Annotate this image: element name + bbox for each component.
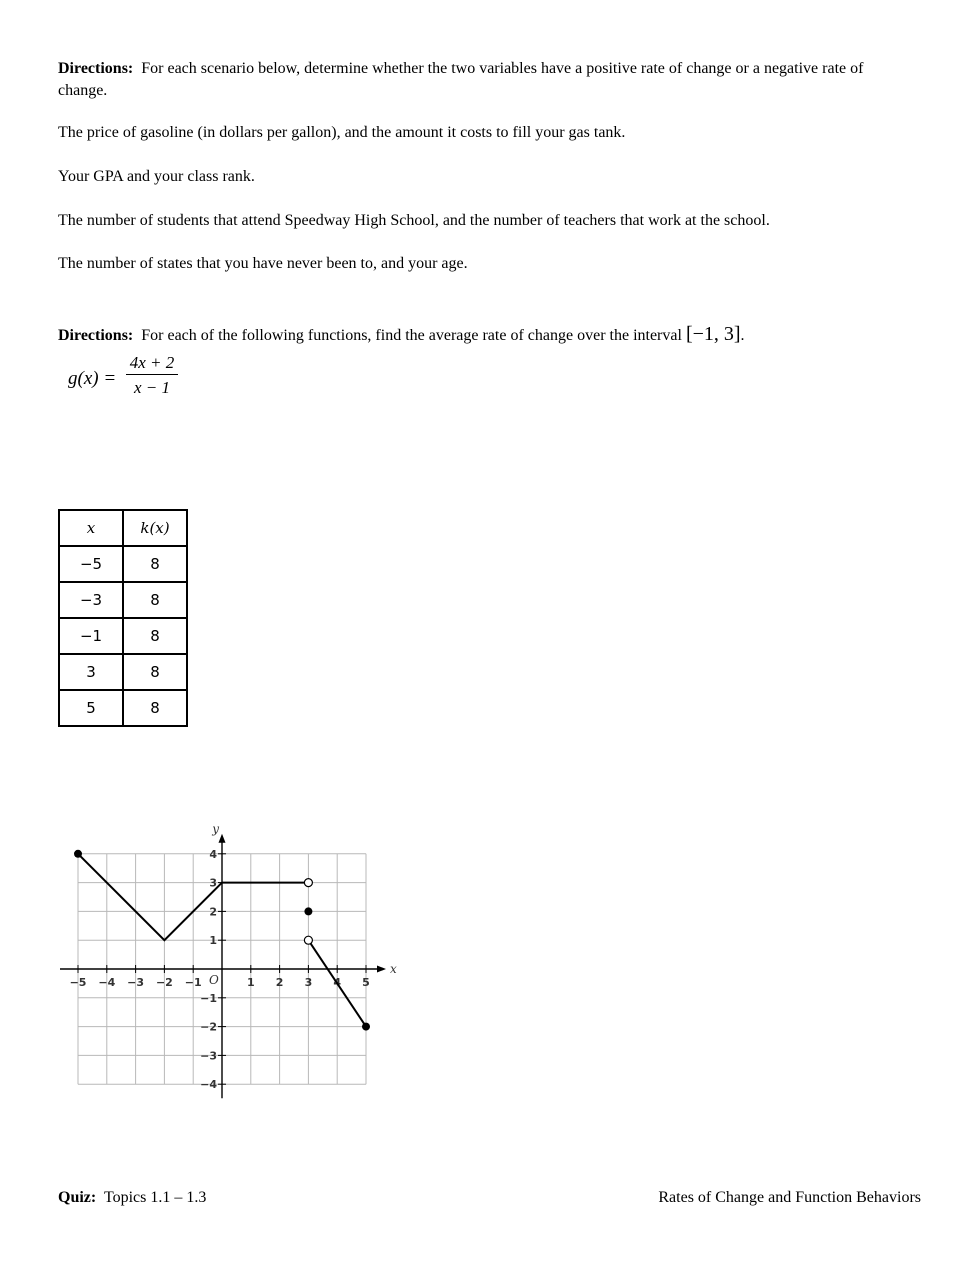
quiz-label: Quiz: bbox=[58, 1189, 97, 1206]
table-header-row bbox=[59, 510, 187, 546]
function-lhs: g(x) = bbox=[68, 368, 117, 389]
open-point bbox=[304, 936, 312, 944]
table-cell: 8 bbox=[123, 654, 187, 690]
y-tick-label: −2 bbox=[200, 1020, 217, 1034]
x-axis-label: x bbox=[390, 962, 397, 976]
x-tick-label: −2 bbox=[155, 976, 173, 989]
scenario-2: Your GPA and your class rank. bbox=[58, 168, 255, 185]
table-cell: −3 bbox=[59, 582, 123, 618]
table-row bbox=[59, 582, 187, 618]
directions-2: Directions: For each of the following functions, find the average rate of change over the interval [−1, 3]. bbox=[58, 323, 745, 345]
table-cell: 8 bbox=[123, 582, 187, 618]
footer-right: Rates of Change and Function Behaviors bbox=[658, 1189, 921, 1206]
scenario-3: The number of students that attend Speedway High School, and the number of teachers that work at the school. bbox=[58, 212, 770, 229]
x-tick-label: −5 bbox=[69, 976, 87, 989]
table-cell: −5 bbox=[59, 546, 123, 582]
y-tick-label: −1 bbox=[200, 991, 217, 1005]
scenario-1: The price of gasoline (in dollars per gallon), and the amount it costs to fill your gas tank. bbox=[58, 124, 626, 141]
x-tick-label: 2 bbox=[275, 976, 284, 989]
origin-label: O bbox=[209, 973, 219, 987]
y-tick-label: 2 bbox=[209, 905, 217, 919]
function-graph bbox=[55, 820, 400, 1105]
table-row bbox=[59, 618, 187, 654]
x-tick-label: −3 bbox=[127, 976, 145, 989]
x-tick-label: −4 bbox=[98, 976, 116, 989]
function-denominator: x − 1 bbox=[133, 378, 171, 397]
directions-1-label: Directions: bbox=[58, 60, 134, 77]
table-row bbox=[59, 690, 187, 726]
closed-point bbox=[74, 850, 82, 858]
x-tick-label: 3 bbox=[304, 976, 313, 989]
table-cell: 5 bbox=[59, 690, 123, 726]
directions-1 bbox=[58, 58, 908, 102]
table-cell: 8 bbox=[123, 546, 187, 582]
table-cell: 8 bbox=[123, 690, 187, 726]
x-tick-label: 5 bbox=[362, 976, 370, 989]
x-tick-label: 1 bbox=[246, 976, 255, 989]
y-tick-label: 4 bbox=[209, 847, 217, 861]
table-header-kx: k(x) bbox=[123, 510, 187, 546]
x-axis-arrow bbox=[377, 966, 386, 973]
quiz-topics: Topics 1.1 – 1.3 bbox=[103, 1189, 207, 1206]
interval: [−1, 3] bbox=[685, 323, 741, 345]
table-cell: 3 bbox=[59, 654, 123, 690]
closed-point bbox=[362, 1023, 370, 1031]
closed-point bbox=[304, 907, 312, 915]
open-point bbox=[304, 879, 312, 887]
table-header-x: x bbox=[59, 510, 123, 546]
table-row bbox=[59, 654, 187, 690]
directions-2-label: Directions: bbox=[58, 327, 134, 344]
y-axis-label: y bbox=[212, 821, 219, 836]
scenario-4: The number of states that you have never been to, and your age. bbox=[58, 255, 468, 272]
x-tick-label: 4 bbox=[333, 976, 342, 989]
x-tick-label: −1 bbox=[184, 976, 202, 989]
y-axis-arrow bbox=[219, 834, 226, 843]
table-row bbox=[59, 546, 187, 582]
directions-2-text: For each of the following functions, find the average rate of change over the interval bbox=[141, 327, 682, 344]
directions-1-text: For each scenario below, determine whether the two variables have a positive rate of change or a negative rate of change. bbox=[58, 60, 864, 99]
y-tick-label: 3 bbox=[209, 876, 217, 890]
y-tick-label: 1 bbox=[209, 934, 217, 948]
table-cell: −1 bbox=[59, 618, 123, 654]
y-tick-label: −4 bbox=[200, 1078, 217, 1092]
function-numerator: 4x + 2 bbox=[126, 352, 178, 375]
k-table bbox=[58, 509, 188, 727]
y-tick-label: −3 bbox=[200, 1049, 217, 1063]
footer-left bbox=[58, 1189, 206, 1207]
table-cell: 8 bbox=[123, 618, 187, 654]
